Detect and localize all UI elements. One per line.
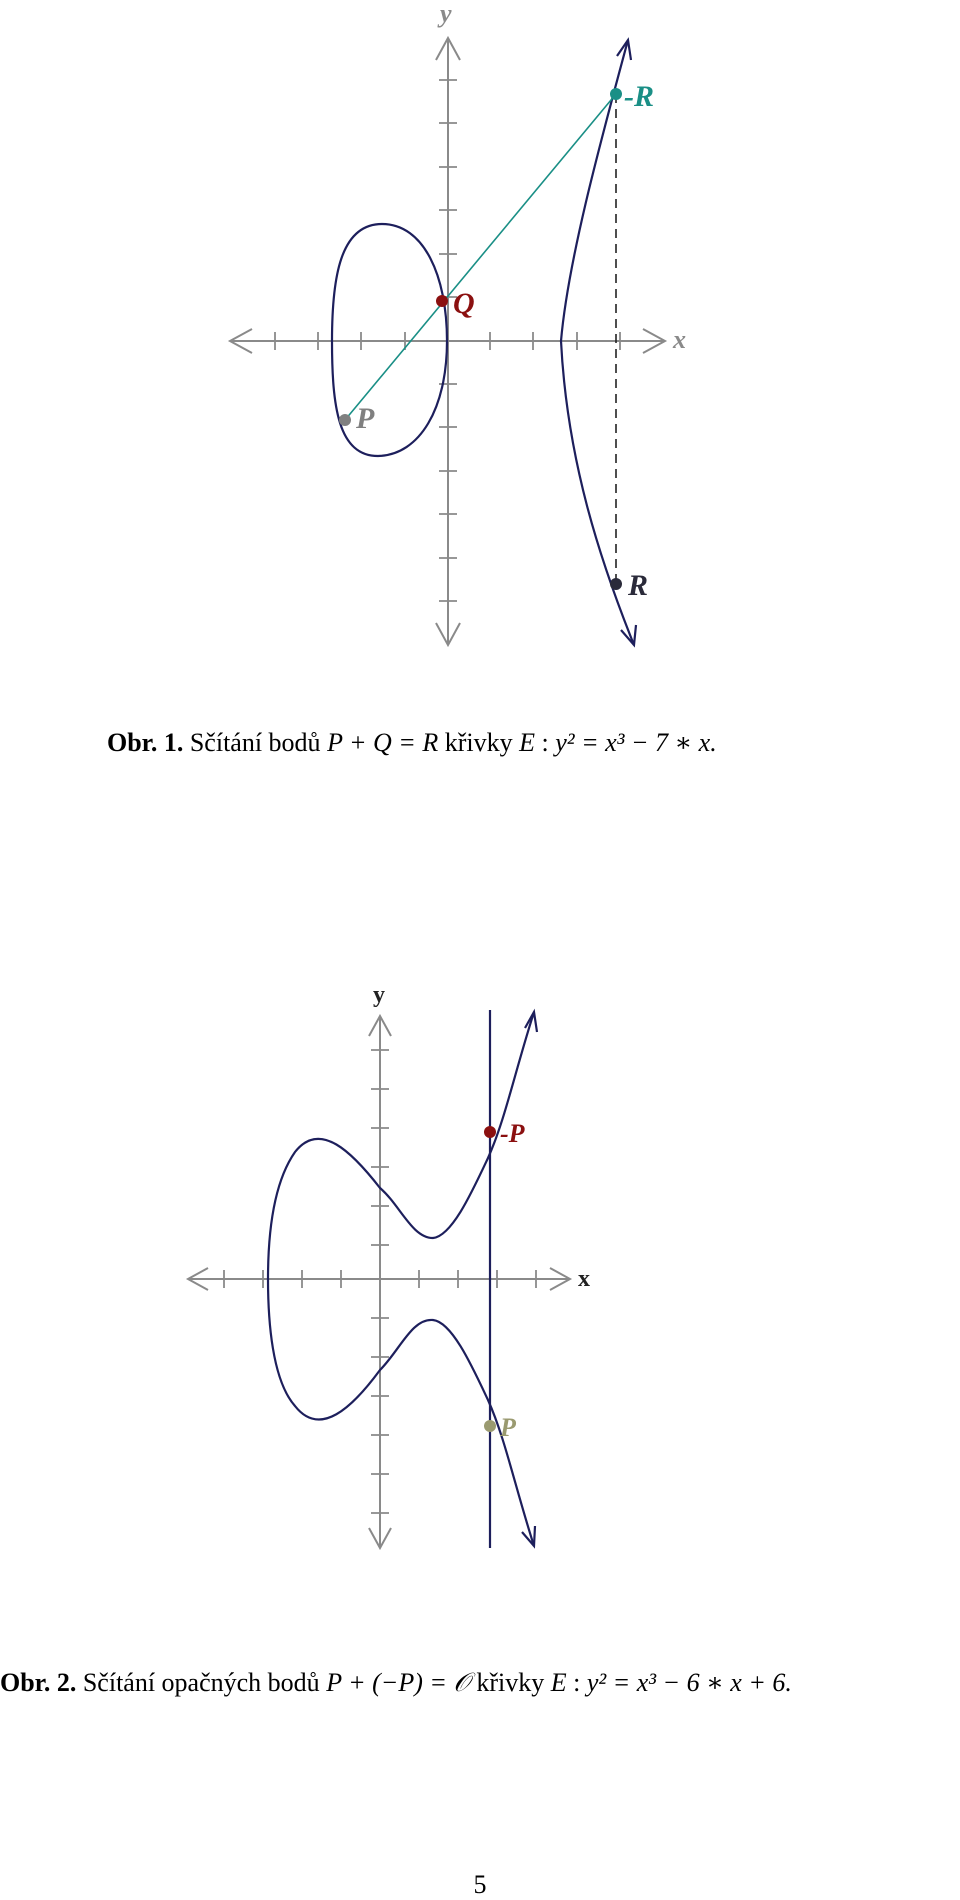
fig1-point-q [436,295,448,307]
caption-2: Obr. 2. Sčítání opačných bodů P + (−P) = 𝒪 křivky E : y² = x³ − 6 ∗ x + 6. [0,1668,792,1697]
fig2-point-neg-p [484,1126,496,1138]
fig2-point-p [484,1420,496,1432]
caption-1-word: křivky [444,728,513,757]
figure-1 [0,0,960,660]
fig1-point-p [339,414,351,426]
figure-2 [0,980,960,1560]
fig2-label-neg-p: -P [500,1119,525,1148]
fig2-y-label: y [373,982,385,1008]
caption-1-label: Obr. 1. [107,728,184,757]
fig2-label-p: P [500,1413,516,1442]
caption-1-text: Sčítání bodů [189,728,321,757]
fig1-label-q: Q [453,287,475,320]
fig2-curve-lower [268,1279,534,1546]
fig2-x-label: x [578,1266,590,1292]
fig1-y-label: y [440,0,452,28]
fig1-curve-arrow-down [621,625,636,645]
caption-2-text: Sčítání opačných bodů [82,1668,320,1697]
caption-2-curve-name: E [550,1668,567,1697]
fig1-label-neg-r: -R [624,80,654,113]
fig1-label-p: P [356,402,375,435]
fig2-axes [188,982,590,1548]
caption-1-curve-name: E [519,728,536,757]
fig1-label-r: R [628,569,649,602]
fig2-curve-upper [268,1012,534,1279]
caption-1: Obr. 1. Sčítání bodů P + Q = R křivky E : y² = x³ − 7 ∗ x. [107,728,717,757]
fig1-secant-line [345,94,616,420]
fig1-curve-branch [561,40,634,645]
caption-2-eq-curve: y² = x³ − 6 ∗ x + 6. [586,1668,792,1697]
fig1-x-label: x [673,325,686,354]
caption-2-label: Obr. 2. [0,1668,77,1697]
page-number: 5 [473,1870,487,1899]
caption-2-word: křivky [476,1668,545,1697]
fig1-point-r [610,578,622,590]
caption-2-eq: P + (−P) = 𝒪 [326,1668,470,1697]
fig1-point-neg-r [610,88,622,100]
caption-1-eq: P + Q = R [327,728,439,757]
caption-1-eq-curve: y² = x³ − 7 ∗ x. [555,728,717,757]
